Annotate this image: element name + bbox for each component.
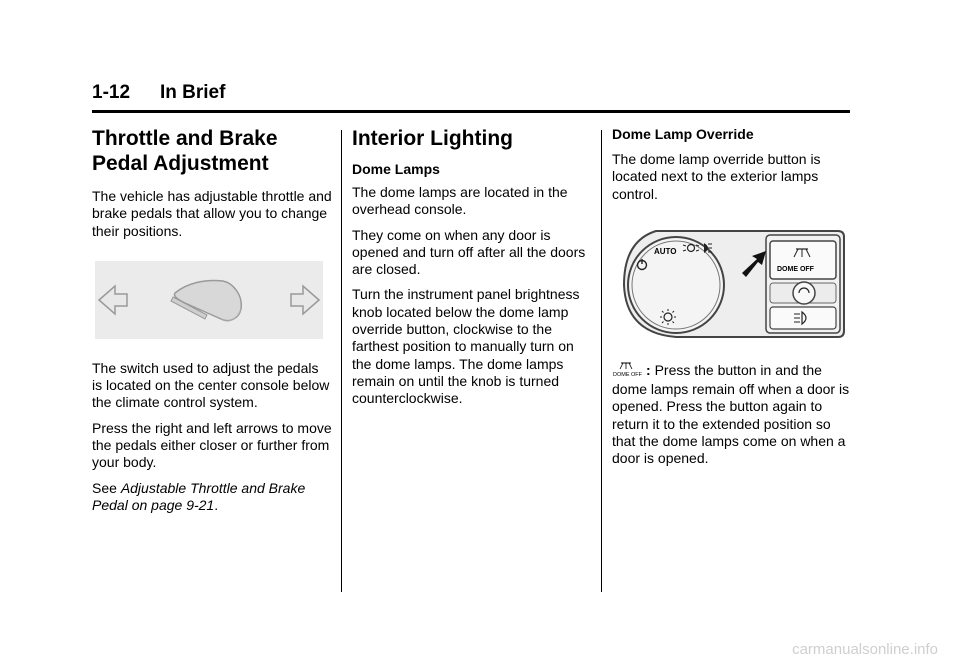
see-link[interactable]: Adjustable Throttle and Brake Pedal on page 9-21 (92, 479, 306, 513)
pedal-see-reference (92, 480, 332, 515)
page-header (92, 80, 850, 113)
pedal-switch-illustration (95, 261, 323, 339)
override-paragraph-1: The dome lamp override button is located next to the exterior lamps control. (612, 151, 821, 202)
fog-lamp-button[interactable] (770, 307, 836, 329)
dome-off-inline-label: DOME OFF (613, 371, 642, 377)
override-lead-colon: : (646, 361, 655, 378)
pedal-paragraph-3: Press the right and left arrows to move the pedals either closer or further from your body. (92, 419, 332, 471)
column-dome-lamp-override (612, 126, 852, 476)
headlamp-icon (704, 243, 712, 253)
lighting-paragraph-2: They come on when any door is opened and turn off after all the doors are closed. (352, 226, 586, 278)
page-number: 1-12 (92, 82, 131, 103)
pedal-paragraph-1: The vehicle has adjustable throttle and brake pedals that allow you to change their positions. (92, 188, 332, 239)
override-subheading: Dome Lamp Override (612, 126, 754, 142)
dome-off-inline-icon (612, 361, 642, 381)
auto-label: AUTO (654, 246, 677, 256)
lighting-paragraph-3: Turn the instrument panel brightness knob located below the dome lamp override button, clockwise to the farthest position to manually turn on the dome lamps. The dome lamps remain on until the knob is turned counterclockwise. (352, 286, 580, 407)
dome-off-button[interactable] (770, 241, 836, 279)
section-title: In Brief (160, 82, 226, 103)
pedal-switch-figure (95, 261, 323, 339)
column-interior-lighting (352, 126, 592, 416)
lamp-control-illustration (616, 223, 846, 343)
column-divider-2 (601, 130, 602, 592)
override-paragraph-2 (612, 361, 852, 468)
lighting-paragraph-1: The dome lamps are located in the overhead console. (352, 184, 568, 218)
see-prefix: See (92, 479, 121, 496)
pedal-paragraph-2: The switch used to adjust the pedals is located on the center console below the climate control system. (92, 359, 330, 411)
column-divider-1 (341, 130, 342, 592)
lighting-heading: Interior Lighting (352, 127, 513, 150)
watermark: carmanualsonline.info (792, 641, 938, 658)
dome-off-label: DOME OFF (777, 265, 814, 273)
dome-lamps-subheading: Dome Lamps (352, 161, 440, 177)
dimmer-knob[interactable] (793, 282, 815, 304)
lamp-control-figure (616, 223, 846, 343)
see-suffix: . (214, 496, 219, 513)
pedal-heading: Throttle and Brake Pedal Adjustment (92, 127, 278, 175)
override-paragraph-2-text: Press the button in and the dome lamps remain off when a door is opened. Press the button again to return it to the extended position so that the dome lamps come on when a door is opened. (612, 361, 850, 467)
column-pedal-adjustment (92, 126, 332, 522)
